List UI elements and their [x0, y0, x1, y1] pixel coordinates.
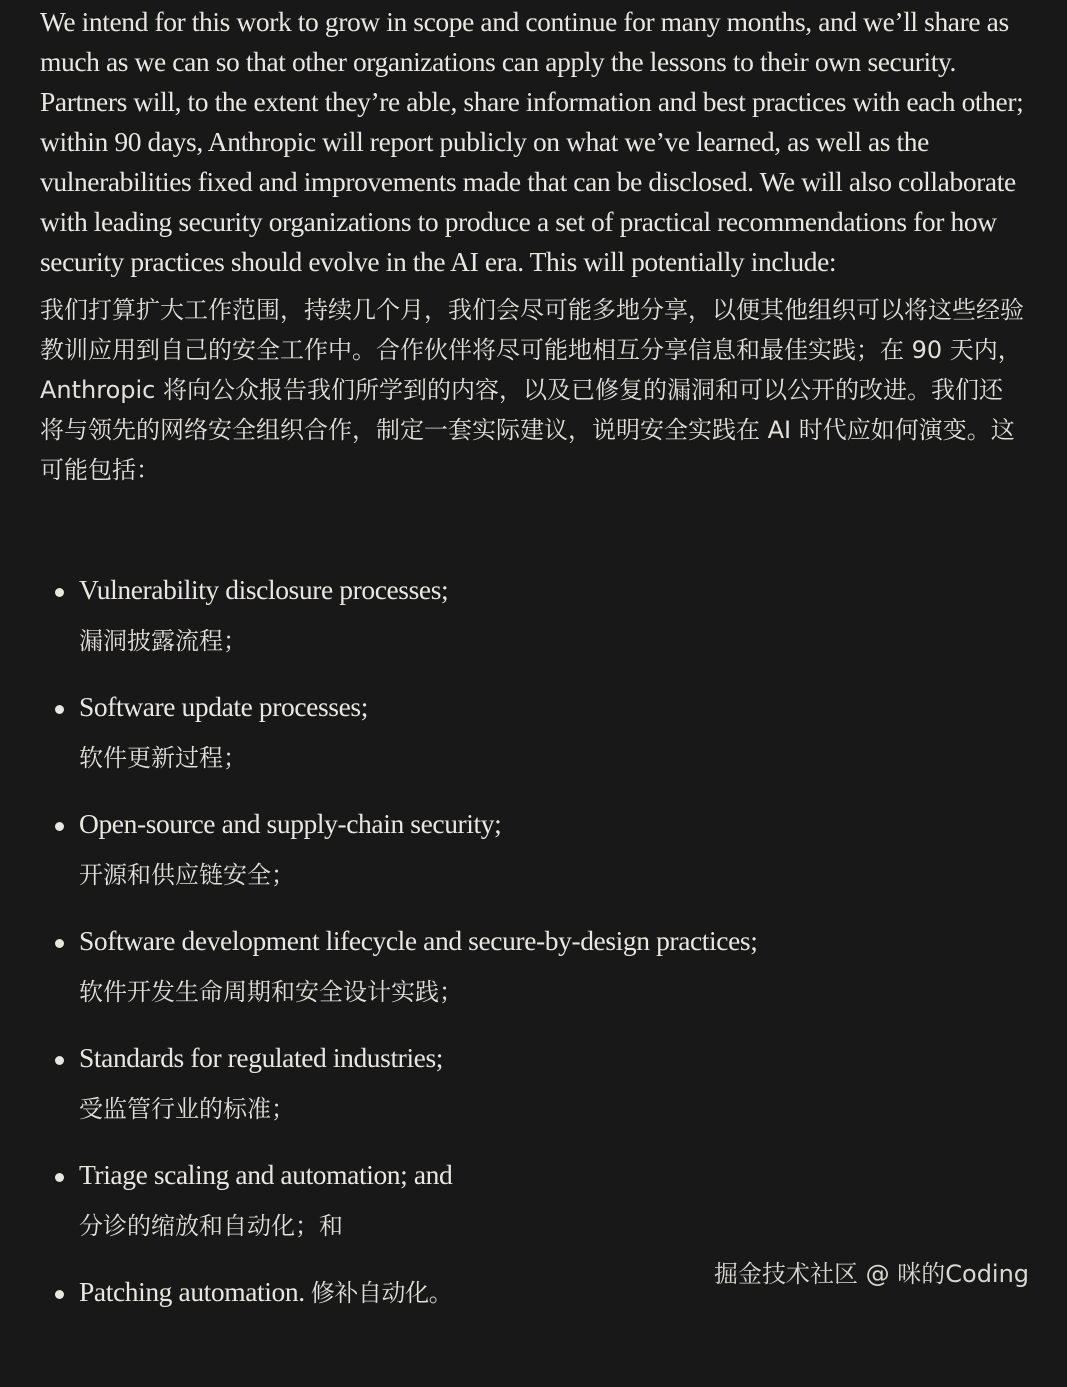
list-item-chinese: 软件开发生命周期和安全设计实践；	[79, 978, 463, 1006]
list-item-chinese: 开源和供应链安全；	[79, 861, 295, 889]
list-item	[40, 568, 1040, 685]
bullet-icon	[55, 1056, 64, 1065]
list-item	[40, 1153, 1040, 1270]
list-item-chinese: 软件更新过程；	[79, 744, 247, 772]
list-item-english: Software update processes;	[79, 691, 368, 722]
list-item-chinese: 受监管行业的标准；	[79, 1095, 295, 1123]
list-item-chinese: 漏洞披露流程；	[79, 627, 247, 655]
list-item-english: Patching automation.	[79, 1276, 305, 1307]
intro-paragraph-english: We intend for this work to grow in scope and continue for many months, and we’ll share as much as we can so that other organizations can apply the lessons to their own security. Partners will, to the extent they’re able, share information and best practices with each other; within 90 days, Anthropic will report publicly on what we’ve learned, as well as the vulnerabilities fixed and improvements made that can be disclosed. We will also collaborate with leading security organizations to produce a set of practical recommendations for how security practices should evolve in the AI era. This will potentially include:	[40, 6, 1024, 277]
list-item	[40, 685, 1040, 802]
article-body	[40, 0, 1025, 490]
list-item-english: Standards for regulated industries;	[79, 1042, 444, 1073]
list-item	[40, 1036, 1040, 1153]
bullet-icon	[55, 1173, 64, 1182]
list-item-english: Vulnerability disclosure processes;	[79, 574, 449, 605]
list-item	[40, 919, 1040, 1036]
list-item-english: Triage scaling and automation; and	[79, 1159, 453, 1190]
list-item-english: Open-source and supply-chain security;	[79, 808, 502, 839]
list-item-chinese: 分诊的缩放和自动化；和	[79, 1212, 343, 1240]
list-item-english: Software development lifecycle and secure-by-design practices;	[79, 925, 758, 956]
bullet-icon	[55, 705, 64, 714]
list-item-chinese: 修补自动化。	[310, 1279, 453, 1307]
bullet-icon	[55, 822, 64, 831]
intro-paragraph-chinese: 我们打算扩大工作范围，持续几个月，我们会尽可能多地分享，以便其他组织可以将这些经验教训应用到自己的安全工作中。合作伙伴将尽可能地相互分享信息和最佳实践；在 90 天内，Anthropic 将向公众报告我们所学到的内容，以及已修复的漏洞和可以公开的改进。我们还将与领先的网络安全组织合作，制定一套实际建议，说明安全实践在 AI 时代应如何演变。这可能包括：	[40, 296, 1024, 484]
bullet-icon	[55, 1290, 64, 1299]
bullet-icon	[55, 939, 64, 948]
watermark-text: 掘金技术社区 @ 咪的Coding	[714, 1260, 1030, 1288]
list-item	[40, 802, 1040, 919]
bullet-icon	[55, 588, 64, 597]
